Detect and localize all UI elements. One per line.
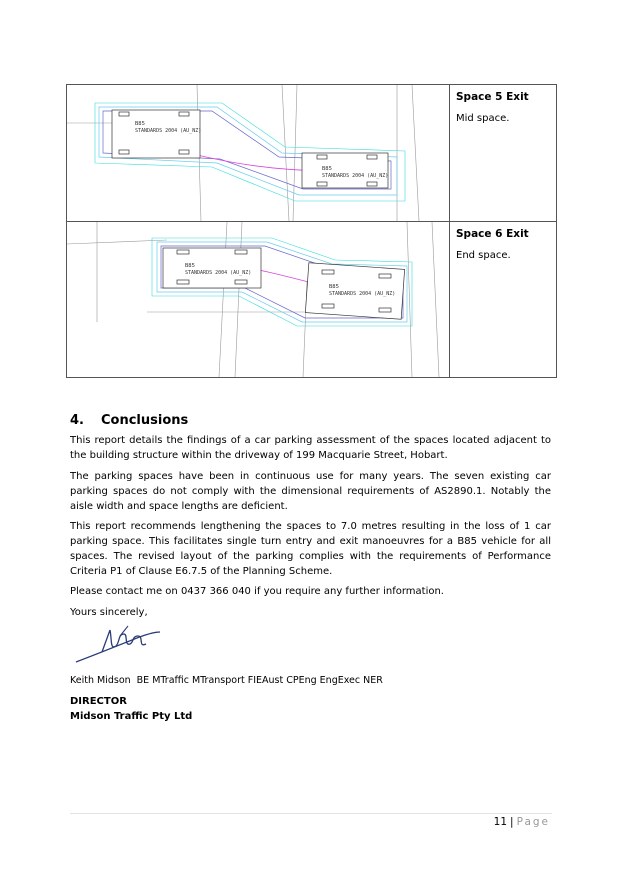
- page-number: 11: [493, 816, 508, 828]
- figure-row: [67, 222, 557, 378]
- vehicle-b-code: B85: [322, 166, 332, 172]
- section-heading: [70, 413, 188, 428]
- figure-caption-space-5: [450, 85, 557, 222]
- vehicle-a-standard: STANDARDS 2004 (AU_NZ): [185, 270, 252, 276]
- conclusion-paragraph: The parking spaces have been in continuous use for many years. The seven existing car parking spaces do not comply with the dimensional requirements of AS2890.1. Notably the aisle width and space lengths are deficient.: [70, 471, 551, 512]
- figure-row: [67, 85, 557, 222]
- vehicle-b-standard: STANDARDS 2004 (AU_NZ): [322, 173, 389, 179]
- figure-title: Space 6 Exit: [456, 228, 529, 240]
- swept-path-table: [66, 84, 557, 378]
- signature-image: [72, 622, 168, 668]
- vehicle-b-code: B85: [329, 284, 339, 290]
- space-5-diagram: [67, 85, 449, 221]
- footer-divider: [70, 813, 552, 814]
- space-6-diagram: [67, 222, 449, 377]
- closing-line: Yours sincerely,: [70, 607, 148, 618]
- vehicle-a-code: B85: [185, 263, 195, 269]
- page-label: Page: [516, 816, 550, 828]
- swept-path-diagram-space-6: [67, 222, 450, 378]
- figure-caption-space-6: [450, 222, 557, 378]
- page-footer: [494, 816, 550, 828]
- footer-separator: |: [510, 816, 514, 828]
- section-title: Conclusions: [101, 413, 189, 428]
- figure-description: Mid space.: [456, 113, 510, 124]
- signatory: [70, 675, 383, 686]
- figure-title: Space 5 Exit: [456, 91, 529, 103]
- conclusion-paragraph: This report details the findings of a car parking assessment of the spaces located adjacent to the building structure within the driveway of 199 Macquarie Street, Hobart.: [70, 435, 551, 461]
- signatory-qualifications: BE MTraffic MTransport FIEAust CPEng EngExec NER: [136, 675, 383, 686]
- vehicle-a-standard: STANDARDS 2004 (AU_NZ): [135, 128, 202, 134]
- section-number: 4.: [70, 413, 84, 428]
- vehicle-b-standard: STANDARDS 2004 (AU_NZ): [329, 291, 396, 297]
- conclusion-paragraph: This report recommends lengthening the spaces to 7.0 metres resulting in the loss of 1 car parking space. This facilitates single turn entry and exit manoeuvres for a B85 vehicle for all spaces. The revised layout of the parking complies with the requirements of Performance Criteria P1 of Clause E6.7.5 of the Planning Scheme.: [70, 521, 551, 577]
- company-name: Midson Traffic Pty Ltd: [70, 711, 193, 722]
- signatory-name: Keith Midson: [70, 675, 131, 686]
- signatory-role: DIRECTOR: [70, 696, 127, 707]
- vehicle-a-code: B85: [135, 121, 145, 127]
- figure-description: End space.: [456, 250, 511, 261]
- contact-paragraph: Please contact me on 0437 366 040 if you require any further information.: [70, 586, 444, 597]
- swept-path-diagram-space-5: [67, 85, 450, 222]
